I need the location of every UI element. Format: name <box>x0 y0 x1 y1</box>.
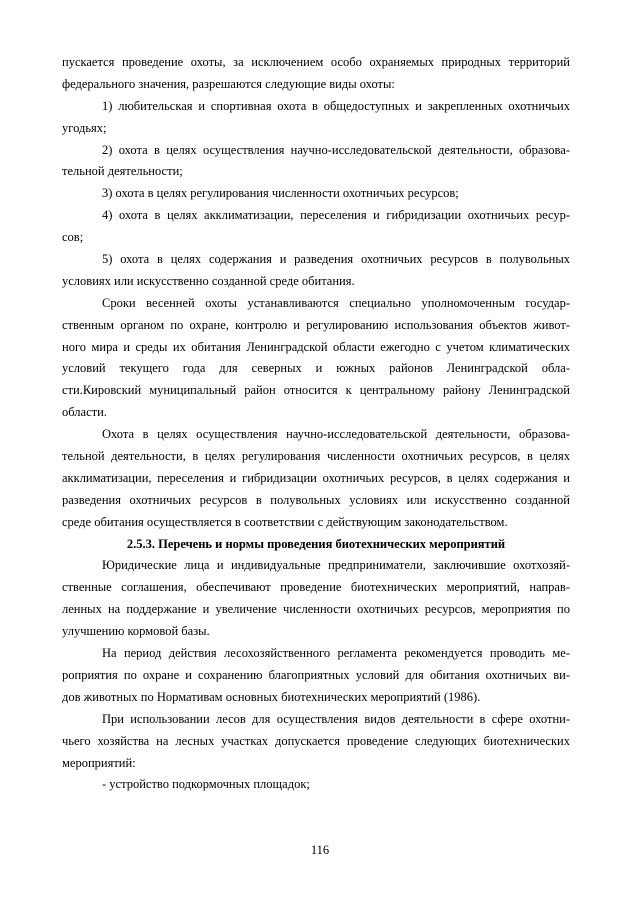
text-line: роприятия по охране и сохранению благоприятных условий для обитания охотничьих ви- <box>62 667 570 682</box>
list-item-dash: - устройство подкормочных площадок; <box>102 777 310 792</box>
text-line: ственные соглашения, обеспечивают проведение биотехнических мероприятий, направ- <box>62 580 570 595</box>
text-line: условиях или искусственно созданной среде обитания. <box>62 273 355 288</box>
list-item-1: 1) любительская и спортивная охота в общедоступных и закрепленных охотничьих <box>102 98 570 113</box>
list-item-2: 2) охота в целях осуществления научно-исследовательской деятельности, образова- <box>102 142 570 157</box>
paragraph-start: Сроки весенней охоты устанавливаются специально уполномоченным государ- <box>102 295 570 310</box>
text-line: ленных на поддержание и увеличение численности охотничьих ресурсов, мероприятия по <box>62 602 570 617</box>
page-number: 116 <box>310 843 330 857</box>
text-line: сти.Кировский муниципальный район относится к центральному району Ленинградской <box>62 383 570 398</box>
text-line: тельной деятельности; <box>62 164 183 179</box>
paragraph-start: Охота в целях осуществления научно-исследовательской деятельности, образова- <box>102 427 570 442</box>
text-line: области. <box>62 405 107 420</box>
paragraph-start: При использовании лесов для осуществления видов деятельности в сфере охотни- <box>102 711 570 726</box>
text-line: сов; <box>62 230 84 245</box>
text-line: ственным органом по охране, контролю и регулированию использования объектов живот- <box>62 317 570 332</box>
text-line: чьего хозяйства на лесных участках допускается проведение следующих биотехнических <box>62 733 570 748</box>
page-body <box>62 52 570 796</box>
list-item-3: 3) охота в целях регулирования численности охотничьих ресурсов; <box>102 186 459 201</box>
text-line: тельной деятельности, в целях регулирования численности охотничьих ресурсов, в целях <box>62 449 570 464</box>
section-heading: 2.5.3. Перечень и нормы проведения биотехнических мероприятий <box>126 536 506 551</box>
text-line: акклиматизации, переселения и гибридизации охотничьих ресурсов, в целях содержания и <box>62 470 570 485</box>
text-line: дов животных по Нормативам основных биотехнических мероприятий (1986). <box>62 689 481 704</box>
paragraph-start: Юридические лица и индивидуальные предприниматели, заключившие охотхозяй- <box>102 558 570 573</box>
text-line: ного мира и среды их обитания Ленинградской области ежегодно с учетом климатических <box>62 339 570 354</box>
text-line: разведения охотничьих ресурсов в полувольных условиях или искусственно созданной <box>62 492 570 507</box>
text-line: улучшению кормовой базы. <box>62 624 210 639</box>
paragraph-start: На период действия лесохозяйственного регламента рекомендуется проводить ме- <box>102 646 570 661</box>
text-line: угодьях; <box>62 120 107 135</box>
text-line: федерального значения, разрешаются следующие виды охоты: <box>62 76 395 91</box>
text-line: среде обитания осуществляется в соответствии с действующим законодательством. <box>62 514 508 529</box>
list-item-4: 4) охота в целях акклиматизации, переселения и гибридизации охотничьих ресур- <box>102 208 570 223</box>
text-line: мероприятий: <box>62 755 136 770</box>
list-item-5: 5) охота в целях содержания и разведения охотничьих ресурсов в полувольных <box>102 252 570 267</box>
text-line: условий текущего года для северных и южных районов Ленинградской обла- <box>62 361 570 376</box>
text-line: пускается проведение охоты, за исключением особо охраняемых природных территорий <box>62 55 570 69</box>
